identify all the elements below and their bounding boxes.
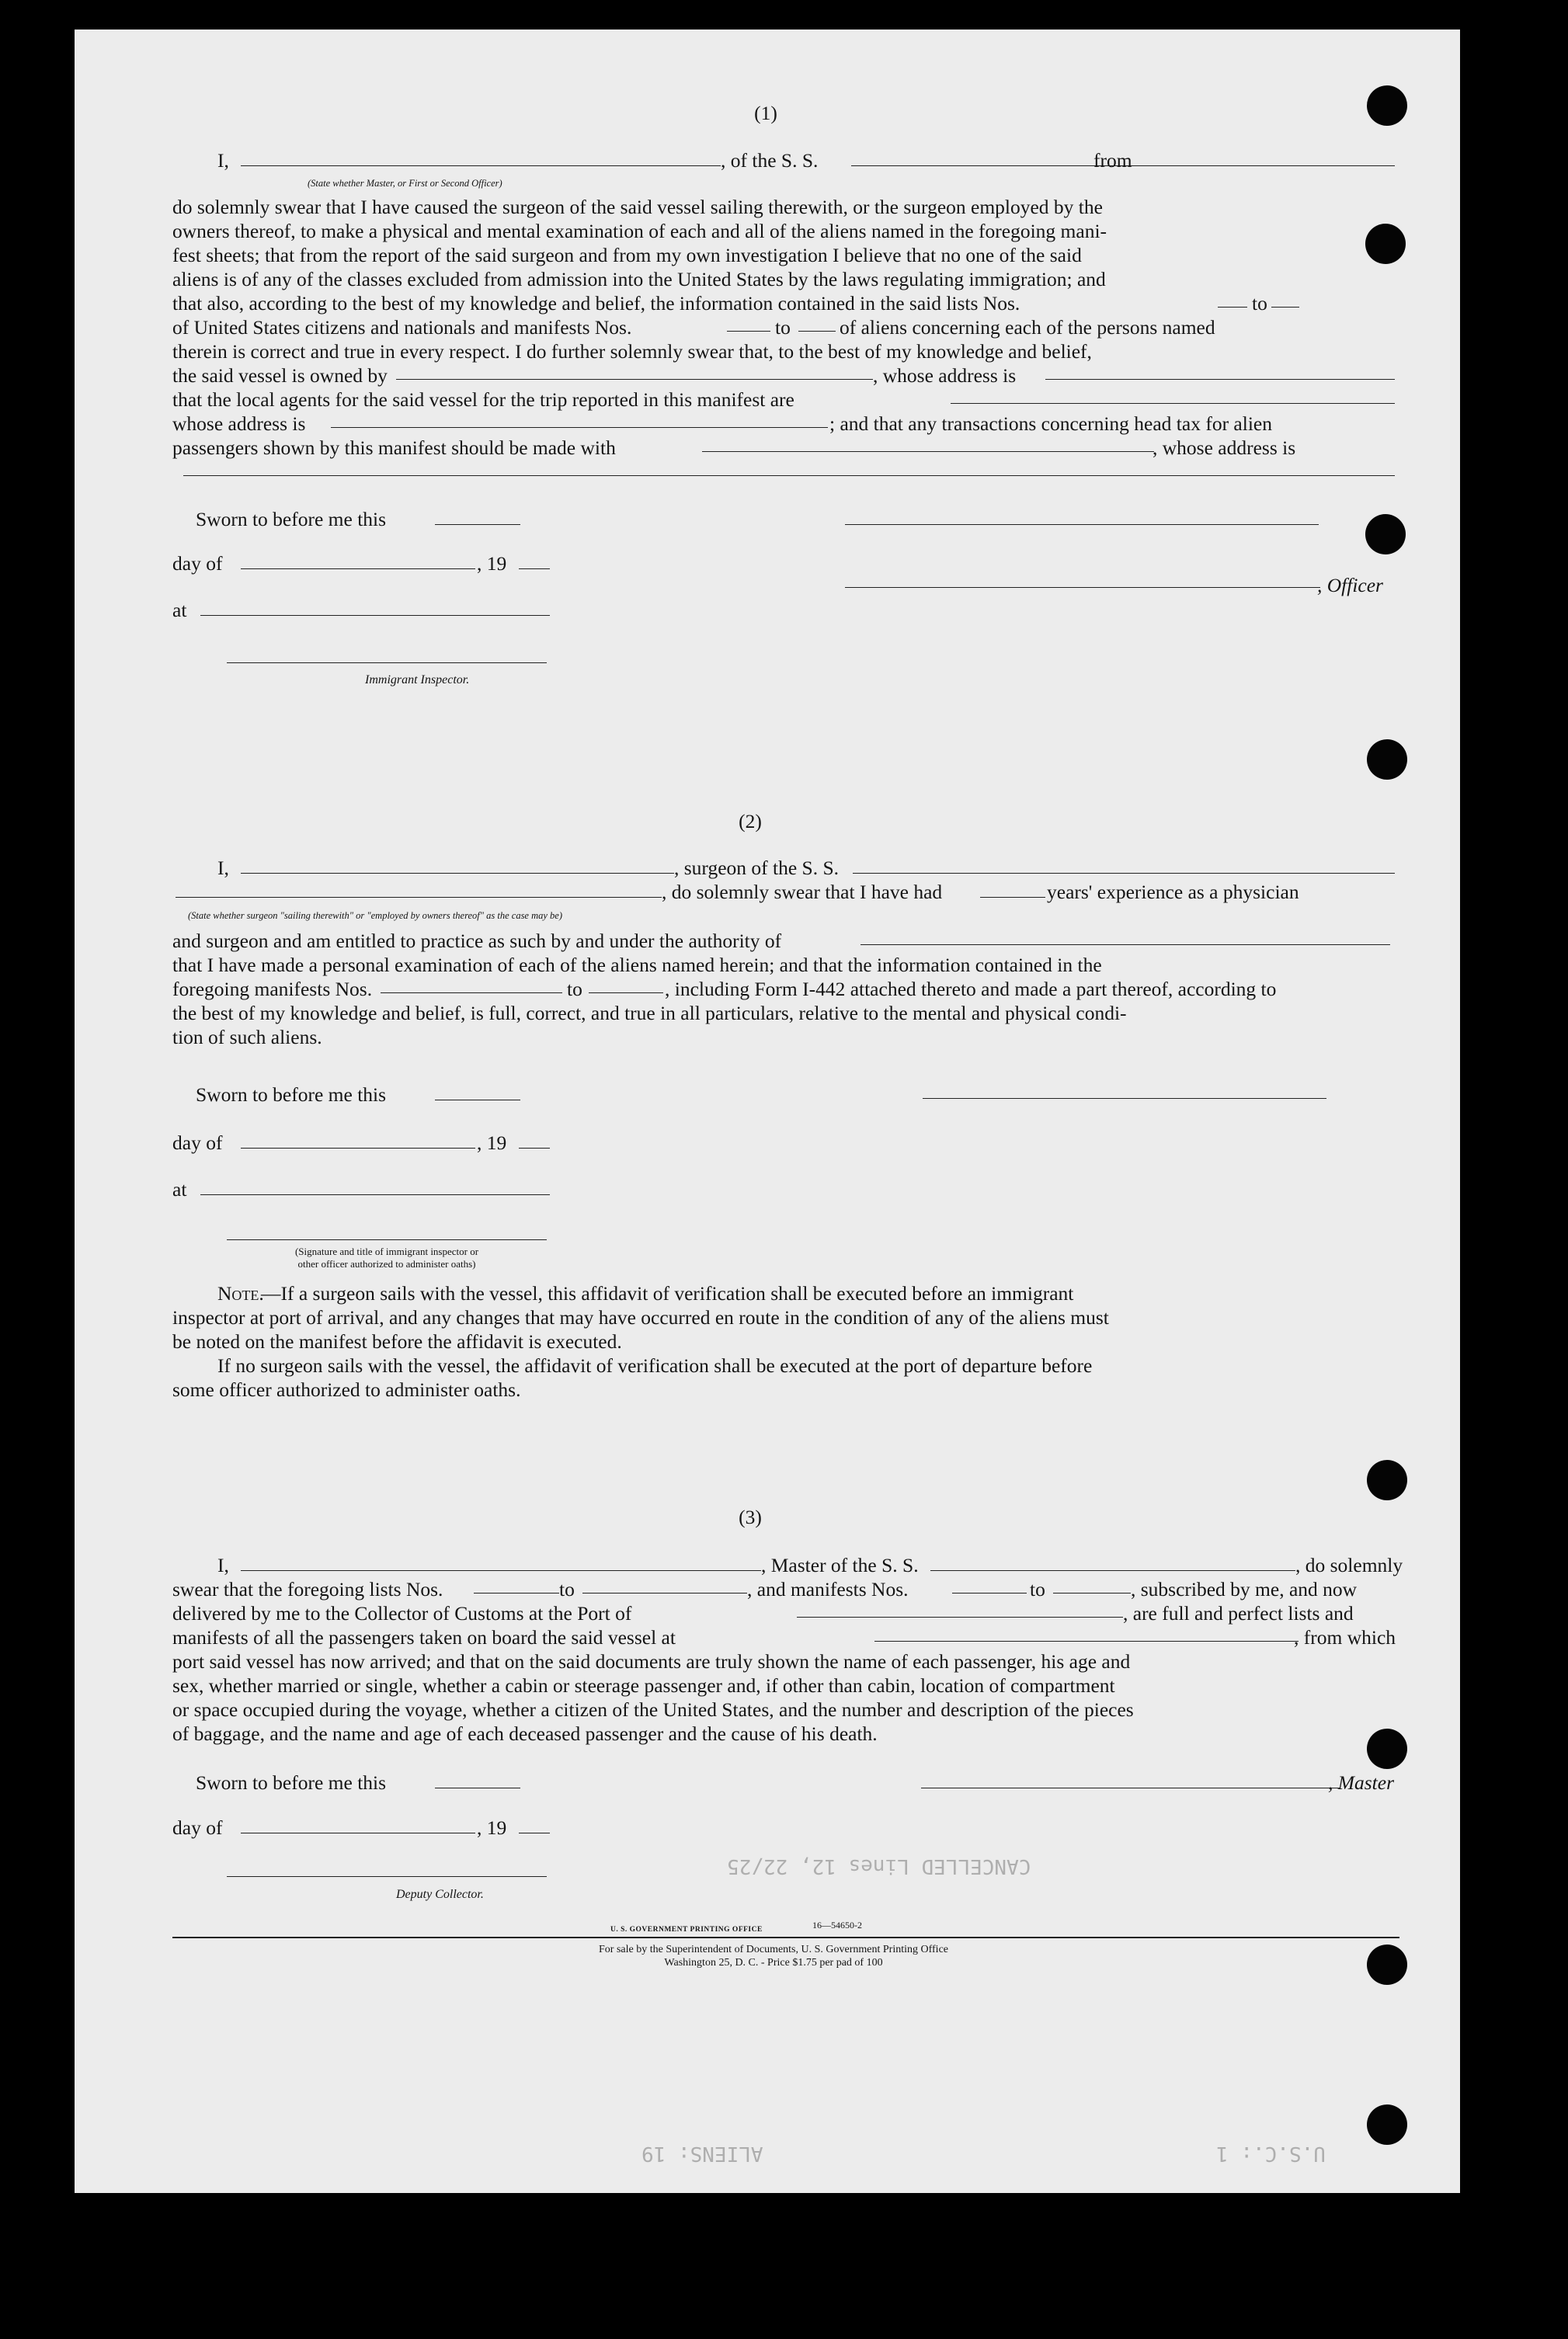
manifests-from-line: [727, 331, 770, 332]
s3-do-solemnly: , do solemnly: [1295, 1554, 1403, 1576]
s1-para-line: fest sheets; that from the report of the said surgeon and from my own investigation I believe that no one of the said: [172, 244, 1082, 266]
binder-hole: [1367, 739, 1407, 780]
s2-para-line: the best of my knowledge and belief, is full, correct, and true in all particulars, relative to the mental and physical condi-: [172, 1002, 1127, 1024]
s1-whose-address-2: , whose address is: [1153, 436, 1296, 459]
agents-address-line: [331, 427, 828, 428]
s1-para-line: whose address is: [172, 412, 306, 435]
s3-deputy: Deputy Collector.: [396, 1888, 484, 1901]
s2-years-exp: years' experience as a physician: [1047, 881, 1299, 903]
bleed-through-text: ALIENS: 19: [641, 2142, 763, 2165]
deputy-signature-line: [227, 1876, 547, 1877]
s1-para-line: therein is correct and true in every respect. I do further solemnly swear that, to the best of my knowledge and belief,: [172, 340, 1092, 363]
form-number: 16—54650-2: [812, 1920, 862, 1931]
s1-at-line: [200, 615, 550, 616]
s2-manifests-from-line: [381, 992, 562, 993]
s3-para-line: swear that the foregoing lists Nos.: [172, 1578, 443, 1600]
inspector-signature-line: [227, 662, 547, 663]
embark-port-line: [874, 1641, 1299, 1642]
surgeon-name-line: [241, 873, 674, 874]
s2-year-line: [519, 1148, 550, 1149]
s1-para-line: the said vessel is owned by: [172, 364, 388, 387]
s2-note-line: —If a surgeon sails with the vessel, this affidavit of verification shall be executed before an immigrant: [261, 1282, 1074, 1305]
s1-para-line: that also, according to the best of my knowledge and belief, the information contained in the said lists Nos.: [172, 292, 1020, 315]
port-from-line: [1142, 165, 1395, 166]
s1-year: , 19: [477, 552, 507, 575]
lists-from-line: [1218, 307, 1247, 308]
s1-whose-address: , whose address is: [873, 364, 1017, 387]
s2-sig-caption-2: other officer authorized to administer oaths): [297, 1258, 476, 1270]
s3-para-line: sex, whether married or single, whether a cabin or steerage passenger and, if other than cabin, location of compartment: [172, 1674, 1115, 1697]
s2-do-solemnly: , do solemnly swear that I have had: [662, 881, 943, 903]
s2-note-line: some officer authorized to administer oaths.: [172, 1378, 521, 1401]
sale-notice-1: For sale by the Superintendent of Documents, U. S. Government Printing Office: [599, 1944, 948, 1955]
s1-caption: (State whether Master, or First or Second Officer): [308, 178, 502, 189]
s2-note-line: If no surgeon sails with the vessel, the affidavit of verification shall be executed at the port of departure before: [217, 1354, 1093, 1377]
bleed-through-text: U.S.C.: 1: [1216, 2142, 1326, 2165]
s1-para-line: do solemnly swear that I have caused the surgeon of the said vessel sailing therewith, or the surgeon employed by the: [172, 196, 1103, 218]
s3-master-name-line: [241, 1570, 761, 1571]
s3-manifests-from-line: [952, 1593, 1027, 1594]
s2-form-frag: , including Form I-442 attached thereto and made a part thereof, according to: [665, 978, 1277, 1000]
s3-manifests-frag: , and manifests Nos.: [747, 1578, 909, 1600]
agents-line: [951, 403, 1395, 404]
years-line: [980, 897, 1045, 898]
s2-note-line: inspector at port of arrival, and any changes that may have occurred en route in the condition of any of the aliens must: [172, 1306, 1109, 1329]
s3-subscribed-frag: , subscribed by me, and now: [1131, 1578, 1358, 1600]
head-tax-address-line: [183, 475, 1395, 476]
s3-master-of: , Master of the S. S.: [761, 1554, 919, 1576]
binder-hole: [1365, 514, 1406, 554]
section-3-number: (3): [739, 1506, 762, 1528]
s1-from: from: [1093, 149, 1132, 172]
s2-inspector-signature-line: [227, 1239, 547, 1240]
lists-to-line: [1271, 307, 1299, 308]
s3-to: to: [559, 1578, 575, 1600]
gpo-imprint: U. S. GOVERNMENT PRINTING OFFICE: [610, 1926, 763, 1934]
s2-caption: (State whether surgeon "sailing therewith" or "employed by owners thereof" as the case may be): [188, 910, 563, 921]
master-name-line: [241, 165, 721, 166]
s1-day-of: day of: [172, 552, 223, 575]
s3-manifests-to-line: [1053, 1593, 1131, 1594]
s1-sworn-line: [435, 524, 520, 525]
s3-lists-from-line: [474, 1593, 559, 1594]
bleed-through-text: CANCELLED Lines 12, 22/25: [727, 1854, 1031, 1878]
s1-line-i: I,: [217, 149, 229, 172]
section-1-number: (1): [754, 102, 777, 124]
s1-day-line: [241, 568, 475, 569]
s1-aliens-frag: of aliens concerning each of the persons named: [840, 316, 1215, 339]
s2-para-line: foregoing manifests Nos.: [172, 978, 373, 1000]
s2-day-line: [241, 1148, 475, 1149]
binder-hole: [1367, 1945, 1407, 1985]
s3-from-frag: , from which: [1294, 1626, 1396, 1649]
s2-surgeon-of: , surgeon of the S. S.: [674, 857, 840, 879]
officer-signature-line: [845, 524, 1319, 525]
s1-para-line: that the local agents for the said vessel for the trip reported in this manifest are: [172, 388, 794, 411]
s3-day-of: day of: [172, 1816, 223, 1839]
s1-inspector: Immigrant Inspector.: [365, 673, 470, 686]
s3-full-frag: , are full and perfect lists and: [1123, 1602, 1354, 1625]
s3-para-line: of baggage, and the name and age of each deceased passenger and the cause of his death.: [172, 1722, 878, 1745]
sale-notice-2: Washington 25, D. C. - Price $1.75 per pad of 100: [664, 1957, 883, 1969]
s2-sig-caption-1: (Signature and title of immigrant inspector or: [294, 1246, 479, 1257]
s2-para-line: tion of such aliens.: [172, 1026, 322, 1048]
s2-line-i: I,: [217, 857, 229, 879]
s1-head-tax: ; and that any transactions concerning head tax for alien: [829, 412, 1272, 435]
s1-para-line: passengers shown by this manifest should be made with: [172, 436, 616, 459]
s3-para-line: manifests of all the passengers taken on board the said vessel at: [172, 1626, 676, 1649]
s2-sworn: Sworn to before me this: [196, 1083, 387, 1106]
section-2-number: (2): [739, 810, 762, 832]
s1-to: to: [775, 316, 791, 339]
binder-hole: [1367, 1729, 1407, 1769]
s2-note-label: Note.: [217, 1282, 264, 1305]
s2-manifests-to-line: [589, 992, 663, 993]
binder-hole: [1367, 85, 1407, 126]
s1-officer: , Officer: [1317, 574, 1383, 596]
s2-at: at: [172, 1178, 187, 1201]
footer-rule: [172, 1937, 1399, 1938]
s3-year: , 19: [477, 1816, 507, 1839]
s2-year: , 19: [477, 1131, 507, 1154]
authority-line: [860, 944, 1390, 945]
s2-surgeon-signature-line: [923, 1098, 1326, 1099]
s1-para-line: of United States citizens and nationals and manifests Nos.: [172, 316, 632, 339]
s2-vessel-line: [853, 873, 1395, 874]
s1-year-line: [519, 568, 550, 569]
s1-to: to: [1252, 292, 1267, 315]
manifest-back-page: [75, 30, 1460, 2193]
s2-at-line: [200, 1194, 550, 1195]
s2-para-line: and surgeon and am entitled to practice as such by and under the authority of: [172, 930, 782, 952]
collector-port-line: [797, 1617, 1123, 1618]
s3-para-line: delivered by me to the Collector of Customs at the Port of: [172, 1602, 632, 1625]
s2-para-line: that I have made a personal examination of each of the aliens named herein; and that the information contained in the: [172, 954, 1102, 976]
s2-to: to: [567, 978, 582, 1000]
s1-para-line: aliens is of any of the classes excluded from admission into the United States by the laws regulating immigration; and: [172, 268, 1106, 290]
officer-title-line: [845, 587, 1320, 588]
head-tax-line: [702, 451, 1154, 452]
s3-master: , Master: [1328, 1771, 1394, 1794]
s3-para-line: port said vessel has now arrived; and that on the said documents are truly shown the name of each passenger, his age and: [172, 1650, 1131, 1673]
manifests-to-line: [798, 331, 836, 332]
s3-to-2: to: [1030, 1578, 1045, 1600]
surgeon-status-line: [176, 897, 662, 898]
s1-at: at: [172, 599, 187, 621]
binder-hole: [1367, 2104, 1407, 2145]
s1-para-line: owners thereof, to make a physical and mental examination of each and all of the aliens named in the foregoing mani-: [172, 220, 1107, 242]
s1-of-ss: , of the S. S.: [721, 149, 819, 172]
s3-lists-to-line: [582, 1593, 747, 1594]
binder-hole: [1365, 224, 1406, 264]
s1-sworn: Sworn to before me this: [196, 508, 387, 530]
s2-day-of: day of: [172, 1131, 223, 1154]
s2-note-line: be noted on the manifest before the affidavit is executed.: [172, 1330, 622, 1353]
s3-vessel-line: [930, 1570, 1295, 1571]
owner-address-line: [1045, 379, 1395, 380]
binder-hole: [1367, 1460, 1407, 1500]
s3-para-line: or space occupied during the voyage, whether a citizen of the United States, and the number and description of the pieces: [172, 1698, 1134, 1721]
owner-line: [396, 379, 873, 380]
s3-line-i: I,: [217, 1554, 229, 1576]
s3-sworn: Sworn to before me this: [196, 1771, 387, 1794]
